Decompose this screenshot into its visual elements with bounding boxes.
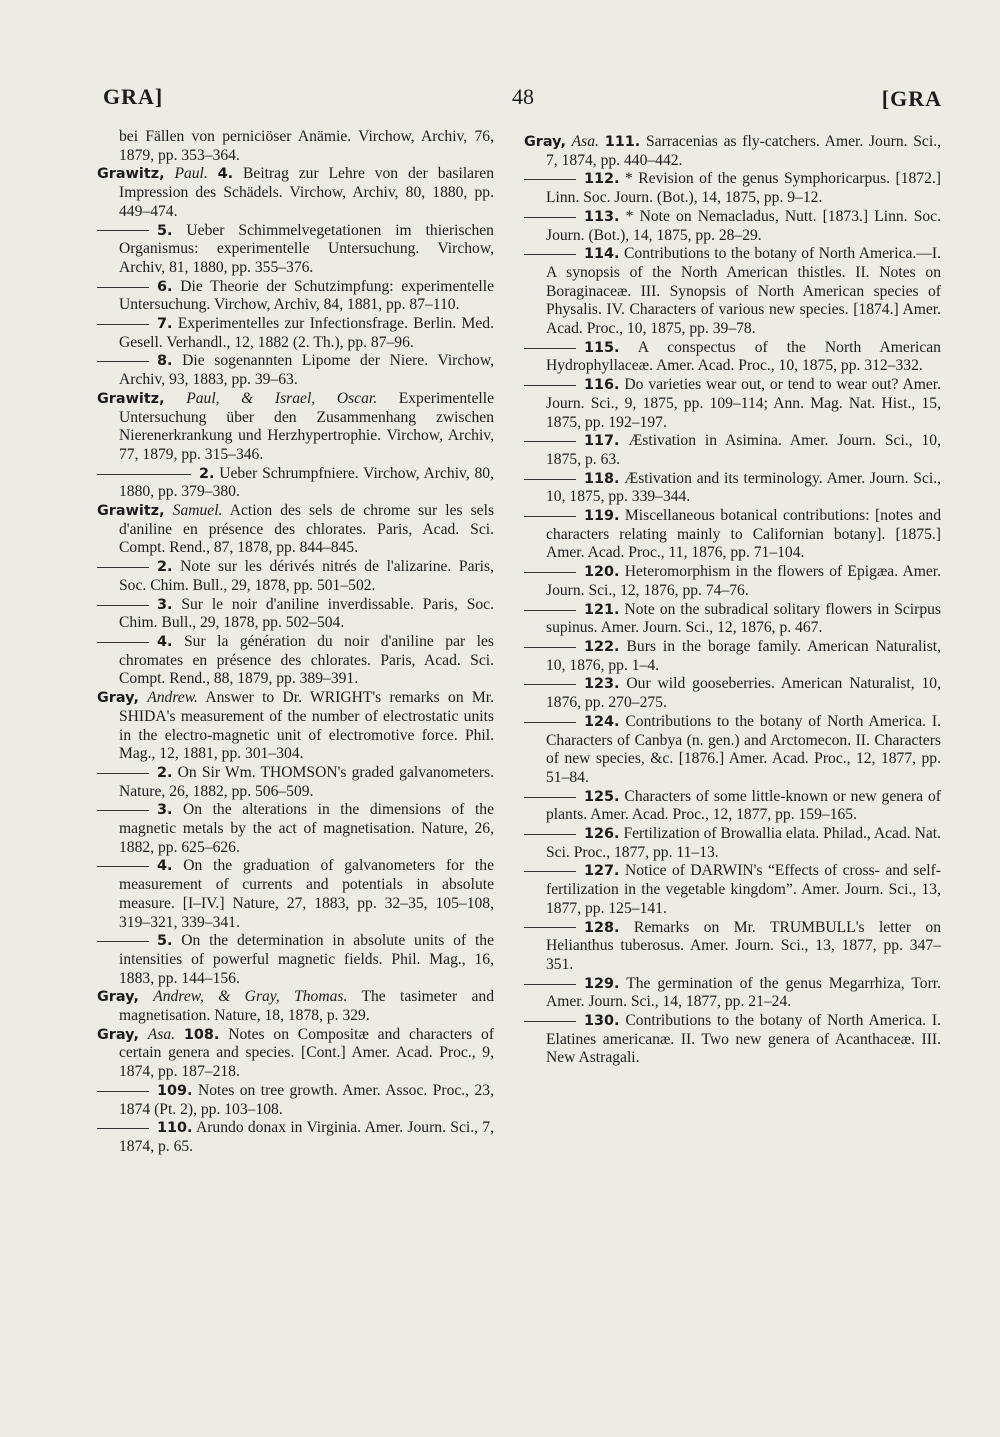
entry-text: Contributions to the botany of North America.—I. A synopsis of the North American thistles. II. Notes on Boraginaceæ. III. Synopsis of North American species of Physalis. IV. Characters of various new species. [1874.] Amer. Acad. Proc., 10, 1875, pp. 39–78. (546, 245, 941, 338)
entry-number: 128. (584, 919, 620, 936)
entry-number: 124. (584, 713, 620, 730)
ditto-dash (97, 1091, 149, 1092)
entry-author: Grawitz, (97, 503, 165, 520)
entry-text: A conspectus of the North American Hydrophyllaceæ. Amer. Acad. Proc., 10, 1875, pp. 312–332. (546, 338, 941, 375)
bibliography-entry (97, 689, 494, 764)
entry-number: 119. (584, 508, 620, 525)
entry-given-name: Paul. (174, 165, 208, 183)
ditto-dash (524, 647, 576, 648)
bibliography-entry (97, 465, 494, 502)
ditto-dash (524, 217, 576, 218)
entry-text: Æstivation in Asimina. Amer. Journ. Sci., 10, 1875, p. 63. (546, 432, 941, 468)
entry-number: 110. (157, 1120, 193, 1137)
entry-text: Notes on tree growth. Amer. Assoc. Proc., 23, 1874 (Pt. 2), pp. 103–108. (119, 1081, 494, 1118)
entry-number: 7. (157, 316, 173, 333)
bibliography-entry (97, 764, 494, 801)
ditto-dash (524, 179, 576, 180)
entry-text: Answer to Dr. WRIGHT's remarks on Mr. SHIDA's measurement of the number of electrostatic units in the electro-magnetic unit of electromotive force. Phil. Mag., 12, 1881, pp. 301–304. (119, 689, 495, 763)
entry-number: 8. (157, 353, 173, 370)
entry-text: On the graduation of galvanometers for the measurement of currents and potentials in absolute measure. [I–IV.] Nature, 27, 1883, pp. 32–35, 105–108, 319–321, 339–341. (119, 857, 494, 931)
entry-number: 120. (584, 564, 620, 581)
entry-number: 2. (199, 465, 215, 482)
bibliography-entry (97, 1119, 494, 1156)
entry-number: 3. (157, 596, 173, 613)
entry-author: Gray, (97, 989, 139, 1006)
ditto-dash (97, 642, 149, 643)
bibliography-entry (524, 675, 941, 712)
entry-text: Our wild gooseberries. American Naturalist, 10, 1876, pp. 270–275. (546, 675, 941, 712)
bibliography-entry (97, 390, 494, 465)
entry-number: 117. (584, 433, 620, 450)
entry-text: Action des sels de chrome sur les sels d'aniline en présence des chlorates. Paris, Acad. Sci. Compt. Rend., 87, 1878, pp. 844–845. (119, 502, 495, 557)
bibliography-entry (524, 208, 941, 245)
entry-text: bei Fällen von perniciöser Anämie. Virchow, Archiv, 76, 1879, pp. 353–364. (119, 128, 494, 164)
entry-author: Grawitz, (97, 390, 165, 407)
entry-given-name: Asa. (147, 1025, 176, 1043)
ditto-dash (524, 871, 576, 872)
ditto-dash (524, 834, 576, 835)
entry-number: 4. (157, 633, 173, 650)
entry-number: 122. (584, 638, 620, 655)
ditto-dash (97, 605, 149, 606)
ditto-dash (97, 287, 149, 288)
bibliography-entry (97, 128, 494, 165)
bibliography-entry (97, 988, 494, 1025)
entry-number: 4. (157, 858, 173, 875)
entry-text: Note on the subradical solitary flowers in Scirpus supinus. Amer. Journ. Sci., 12, 1876, p. 467. (546, 600, 941, 637)
ditto-dash (97, 773, 149, 774)
entry-number: 109. (157, 1082, 193, 1099)
bibliography-entry (524, 1012, 941, 1068)
entry-number: 5. (157, 933, 173, 950)
entry-number: 115. (584, 339, 620, 356)
bibliography-entry (97, 315, 494, 352)
bibliography-entry (97, 222, 494, 278)
right-column (524, 133, 941, 1068)
entry-text: Characters of some little-known or new genera of plants. Amer. Acad. Proc., 12, 1877, pp. 159–165. (546, 787, 941, 824)
entry-number: 129. (584, 975, 620, 992)
entry-number: 123. (584, 676, 620, 693)
bibliography-entry (97, 801, 494, 857)
bibliography-entry (524, 713, 941, 788)
entry-text: Do varieties wear out, or tend to wear out? Amer. Journ. Sci., 9, 1875, pp. 109–114; Ann. Mag. Nat. Hist., 15, 1875, pp. 192–197. (546, 376, 941, 431)
entry-text: Ueber Schimmelvegetationen im thierischen Organismus: experimentelle Untersuchung. Virchow, Archiv, 81, 1880, pp. 355–376. (119, 221, 494, 276)
entry-number: 6. (157, 278, 173, 295)
entry-text: Arundo donax in Virginia. Amer. Journ. Sci., 7, 1874, p. 65. (119, 1119, 494, 1155)
bibliography-entry (524, 470, 941, 507)
bibliography-entry (524, 376, 941, 432)
bibliography-entry (97, 558, 494, 595)
entry-number: 114. (584, 246, 620, 263)
entry-text: Experimentelles zur Infectionsfrage. Berlin. Med. Gesell. Verhandl., 12, 1882 (2. Th.), pp. 87–96. (119, 315, 494, 351)
entry-text: Notice of DARWIN's “Effects of cross- and self-fertilization in the vegetable kingdom”. Amer. Journ. Sci., 13, 1877, pp. 125–141. (546, 862, 941, 917)
bibliography-entry (97, 932, 494, 988)
bibliography-entry (97, 1082, 494, 1119)
entry-text: Experimentelle Untersuchung über den Zusammenhang zwischen Nierenerkrankung und Herzhypertrophie. Virchow, Archiv, 77, 1879, pp. 315–346. (119, 389, 494, 463)
entry-author: Gray, (97, 690, 139, 707)
ditto-dash (524, 797, 576, 798)
entry-number: 3. (157, 802, 173, 819)
ditto-dash (97, 941, 149, 942)
entry-number: 2. (157, 559, 173, 576)
entry-given-name: Samuel. (172, 502, 223, 520)
ditto-dash (97, 1128, 149, 1129)
page-header (0, 84, 1000, 124)
ditto-dash (524, 684, 576, 685)
bibliography-entry (524, 788, 941, 825)
bibliography-entry (97, 1026, 494, 1082)
bibliography-entry (524, 919, 941, 975)
ditto-dash (524, 610, 576, 611)
ditto-dash (524, 385, 576, 386)
bibliography-entry (524, 975, 941, 1012)
entry-text: Fertilization of Browallia elata. Philad., Acad. Nat. Sci. Proc., 1877, pp. 11–13. (546, 825, 941, 861)
entry-text: Sur la génération du noir d'aniline par les chromates en présence des chlorates. Paris, Acad. Sci. Compt. Rend., 88, 1879, pp. 389–391. (119, 632, 495, 688)
entry-number: 4. (217, 166, 234, 183)
entry-text: The tasimeter and magnetisation. Nature, 18, 1878, p. 329. (119, 988, 494, 1025)
bibliography-entry (97, 502, 494, 558)
bibliography-entry (524, 339, 941, 376)
entry-text: Burs in the borage family. American Naturalist, 10, 1876, pp. 1–4. (546, 637, 941, 674)
running-head-left: GRA] (103, 84, 164, 109)
entry-author: Grawitz, (97, 166, 165, 183)
bibliography-entry (524, 507, 941, 563)
entry-text: Beitrag zur Lehre von der basilaren Impression des Schädels. Virchow, Archiv, 80, 1880, pp. 449–474. (119, 165, 494, 220)
entry-given-name: Asa. (571, 133, 599, 150)
entry-number: 125. (584, 788, 620, 805)
entry-number: 2. (157, 764, 173, 781)
ditto-dash (524, 927, 576, 928)
ditto-dash (97, 810, 149, 811)
bibliography-entry (524, 563, 941, 600)
bibliography-entry (97, 596, 494, 633)
entry-number: 130. (584, 1013, 620, 1030)
entry-given-name: Andrew, & Gray, Thomas. (153, 988, 348, 1006)
ditto-dash (524, 572, 576, 573)
ditto-dash (524, 254, 576, 255)
entry-number: 5. (157, 222, 173, 239)
running-head-right: [GRA (881, 86, 942, 111)
left-column (97, 128, 494, 1157)
bibliography-entry (524, 825, 941, 862)
ditto-dash (524, 516, 576, 517)
ditto-dash (524, 1021, 576, 1022)
bibliography-entry (524, 638, 941, 675)
bibliography-entry (524, 862, 941, 918)
ditto-dash (97, 361, 149, 362)
entry-number: 113. (584, 208, 620, 225)
entry-author: Gray, (97, 1026, 139, 1043)
entry-number: 111. (604, 134, 641, 150)
entry-text: Heteromorphism in the flowers of Epigæa. Amer. Journ. Sci., 12, 1876, pp. 74–76. (546, 563, 941, 599)
entry-text: Sur le noir d'aniline inverdissable. Paris, Soc. Chim. Bull., 29, 1878, pp. 502–504. (119, 595, 494, 632)
bibliography-entry (97, 278, 494, 315)
ditto-dash (97, 474, 191, 475)
entry-given-name: Andrew. (147, 689, 198, 707)
entry-number: 108. (183, 1026, 220, 1043)
ditto-dash (524, 984, 576, 985)
entry-text: On the alterations in the dimensions of the magnetic metals by the act of magnetisation. Nature, 26, 1882, pp. 625–626. (119, 801, 494, 856)
entry-text: Note sur les dérivés nitrés de l'alizarine. Paris, Soc. Chim. Bull., 29, 1878, pp. 501–502. (119, 558, 494, 594)
bibliography-entry (524, 432, 941, 469)
ditto-dash (524, 348, 576, 349)
bibliography-entry (97, 352, 494, 389)
ditto-dash (97, 567, 149, 568)
ditto-dash (524, 441, 576, 442)
bibliography-entry (524, 245, 941, 339)
entry-text: Ueber Schrumpfniere. Virchow, Archiv, 80, 1880, pp. 379–380. (119, 464, 494, 501)
entry-number: 112. (584, 171, 620, 188)
ditto-dash (97, 230, 149, 231)
entry-number: 116. (584, 377, 620, 394)
entry-text: Die sogenannten Lipome der Niere. Virchow, Archiv, 93, 1883, pp. 39–63. (119, 352, 495, 389)
entry-text: Notes on Compositæ and characters of certain genera and species. [Cont.] Amer. Acad. Proc., 9, 1874, pp. 187–218. (119, 1025, 495, 1081)
entry-text: Æstivation and its terminology. Amer. Journ. Sci., 10, 1875, pp. 339–344. (546, 469, 942, 506)
bibliography-entry (97, 857, 494, 932)
ditto-dash (97, 866, 149, 867)
entry-text: Contributions to the botany of North America. I. Elatines americanæ. II. Two new genera of Acanthaceæ. III. New Astragali. (546, 1012, 941, 1067)
entry-text: * Note on Nemacladus, Nutt. [1873.] Linn. Soc. Journ. (Bot.), 14, 1875, pp. 28–29. (546, 207, 941, 244)
ditto-dash (524, 722, 576, 723)
entry-text: Die Theorie der Schutzimpfung: experimentelle Untersuchung. Virchow, Archiv, 84, 1881, pp. 87–110. (119, 277, 494, 314)
bibliography-entry (97, 633, 494, 689)
entry-number: 126. (584, 826, 620, 843)
entry-text: Contributions to the botany of North America. I. Characters of Canbya (n. gen.) and Arctomecon. II. Characters of new species, &c. [1876.] Amer. Acad. Proc., 12, 1877, pp. 51–84. (546, 712, 941, 786)
entry-text: On Sir Wm. THOMSON's graded galvanometers. Nature, 26, 1882, pp. 506–509. (119, 763, 494, 800)
entry-number: 121. (584, 601, 620, 618)
bibliography-entry (524, 133, 941, 170)
entry-number: 118. (584, 470, 620, 487)
ditto-dash (97, 324, 149, 325)
entry-number: 127. (584, 863, 620, 880)
entry-text: * Revision of the genus Symphoricarpus. [1872.] Linn. Soc. Journ. (Bot.), 14, 1875, pp. 9–12. (546, 170, 941, 207)
entry-author: Gray, (524, 134, 566, 150)
entry-text: Miscellaneous botanical contributions: [notes and characters relating mainly to Californian botany]. [1875.] Amer. Acad. Proc., 11, 1876, pp. 71–104. (546, 507, 941, 562)
entry-text: Sarracenias as fly-catchers. Amer. Journ. Sci., 7, 1874, pp. 440–442. (546, 133, 941, 169)
entry-text: The germination of the genus Megarrhiza, Torr. Amer. Journ. Sci., 14, 1877, pp. 21–24. (546, 974, 941, 1011)
bibliography-entry (524, 601, 941, 638)
entry-text: Remarks on Mr. TRUMBULL's letter on Helianthus tuberosus. Amer. Journ. Sci., 13, 1877, pp. 347–351. (546, 918, 941, 973)
entry-given-name: Paul, & Israel, Oscar. (186, 389, 378, 407)
entry-text: On the determination in absolute units of the intensities of powerful magnetic fields. Phil. Mag., 16, 1883, pp. 144–156. (119, 932, 494, 987)
ditto-dash (524, 479, 576, 480)
bibliography-entry (524, 170, 941, 207)
bibliography-entry (97, 165, 494, 221)
page-number: 48 (512, 84, 534, 109)
